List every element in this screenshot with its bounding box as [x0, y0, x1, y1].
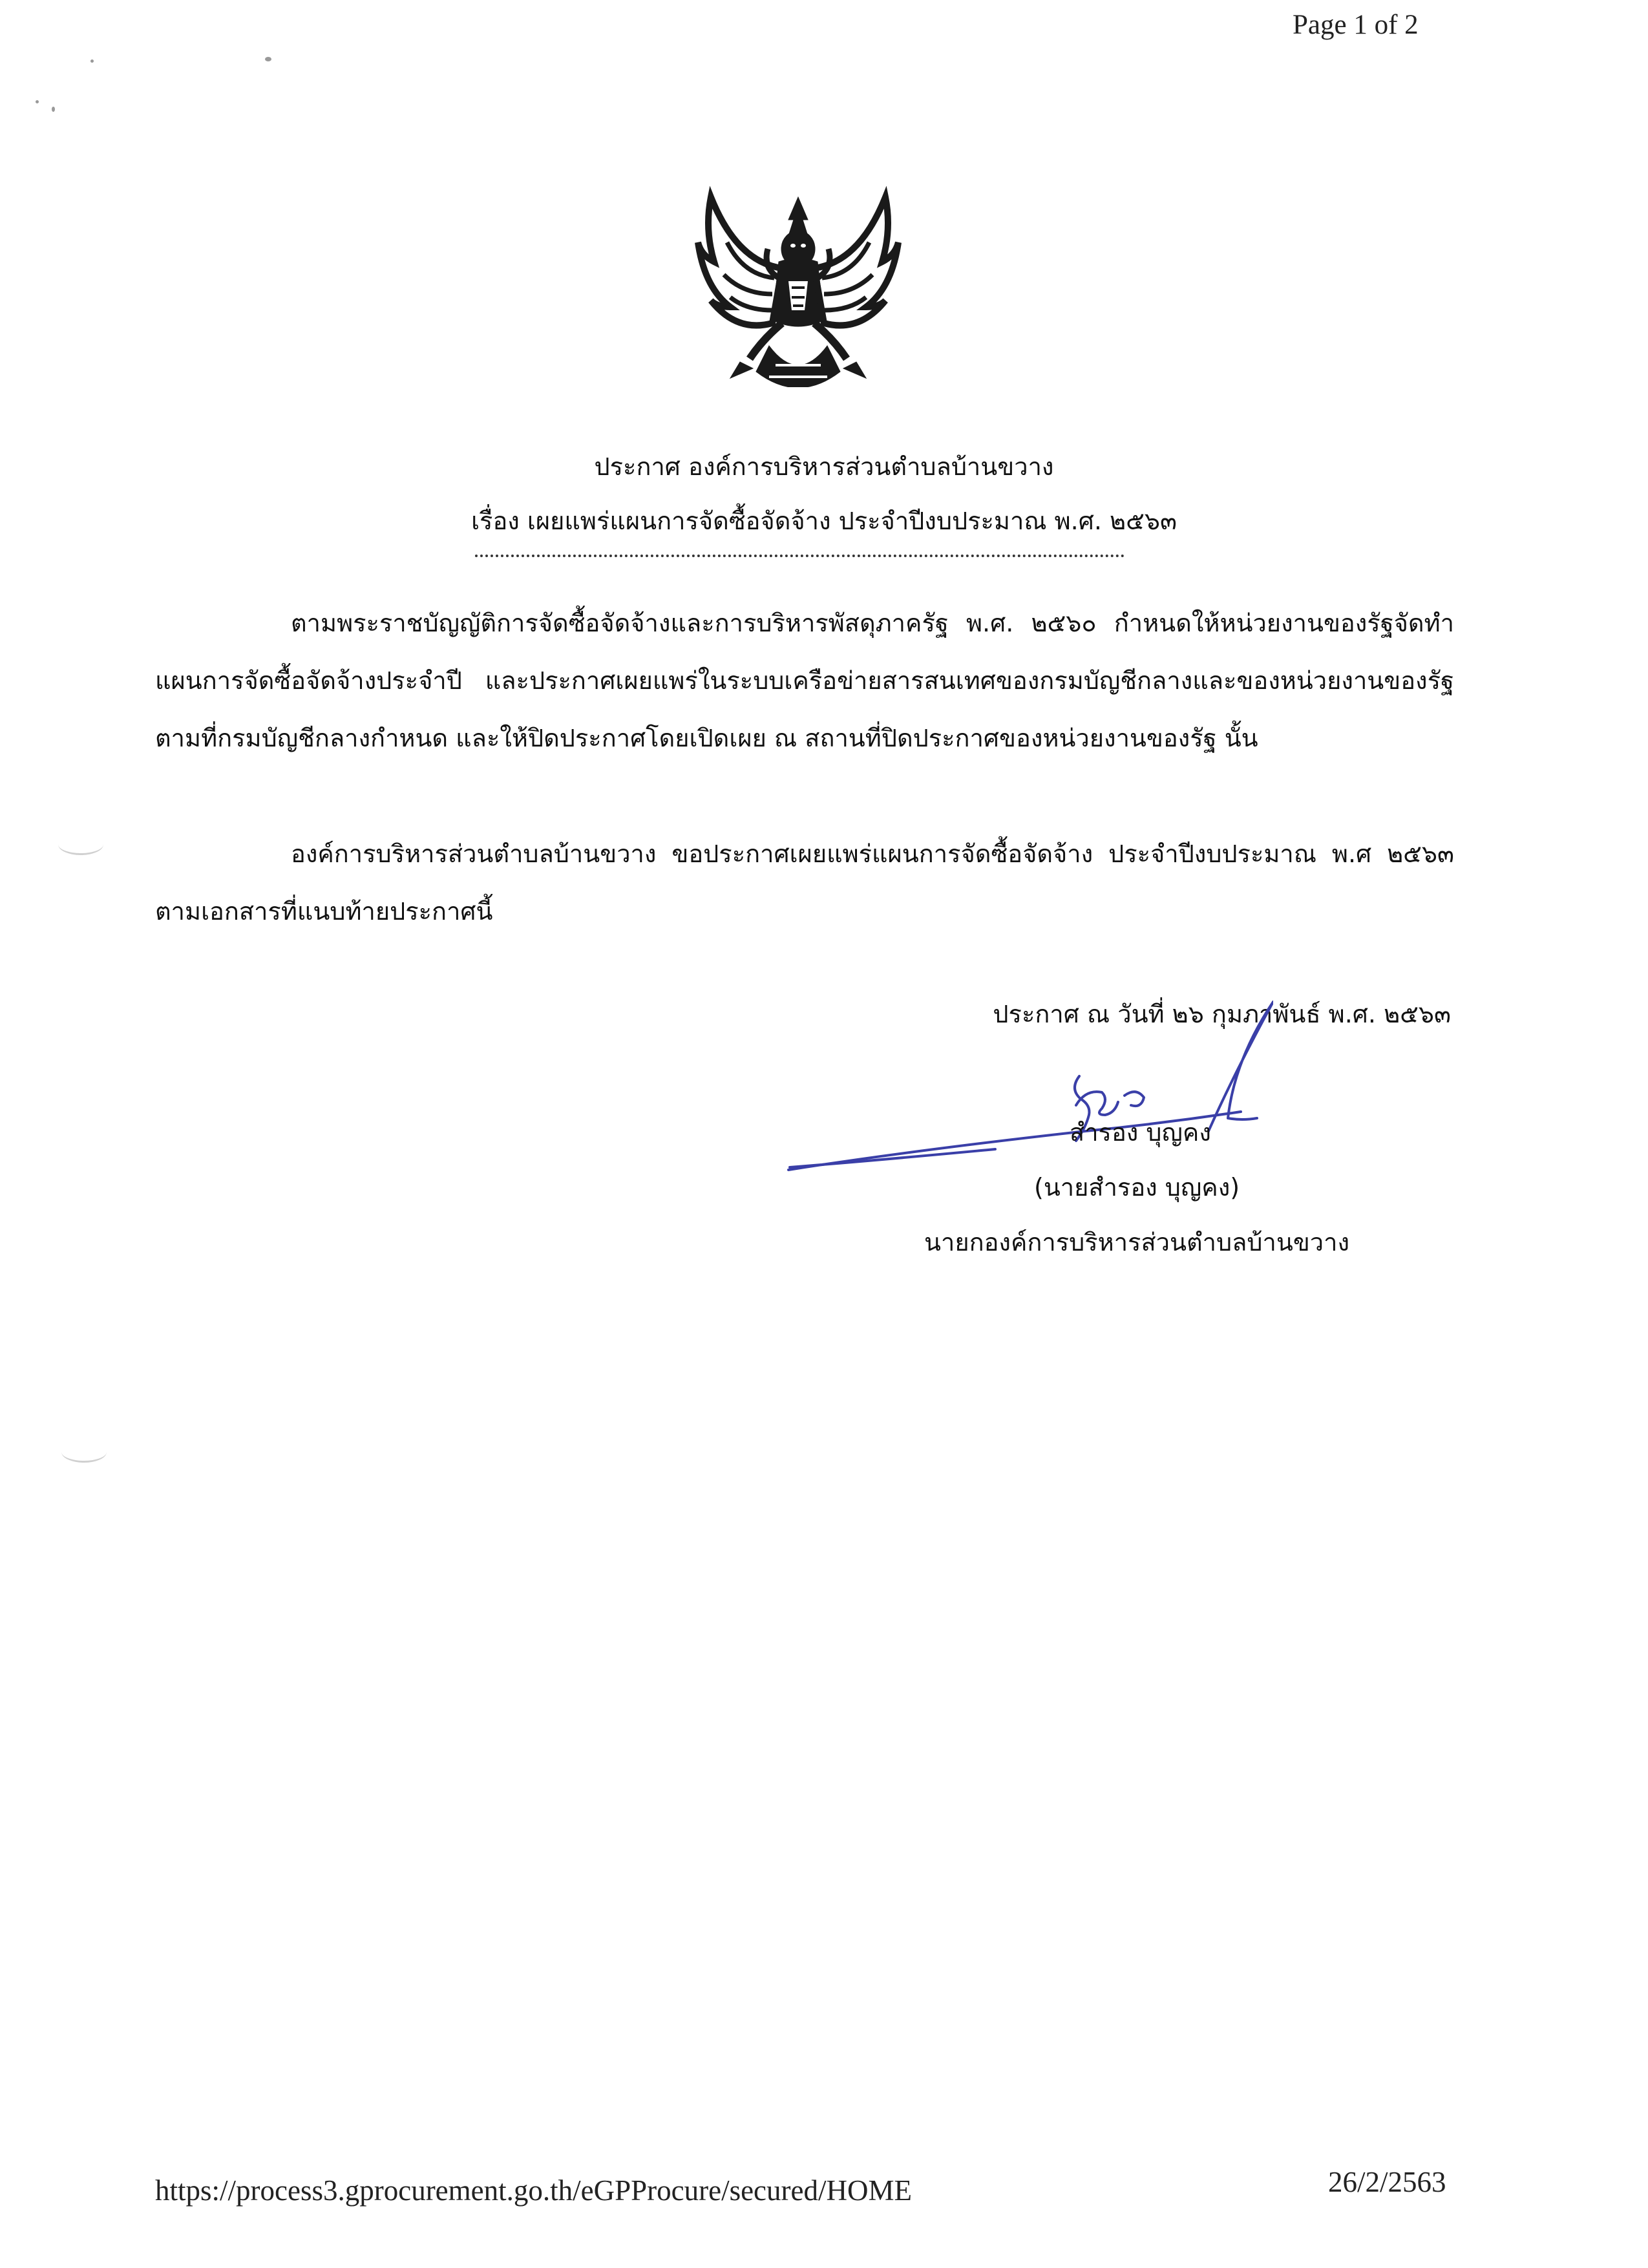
announcement-heading: ประกาศ องค์การบริหารส่วนตำบลบ้านขวาง [594, 452, 1054, 481]
signatory-full-name: (นายสำรอง บุญคง) [1034, 1173, 1240, 1202]
announcement-subject: เรื่อง เผยแพร่แผนการจัดซื้อจัดจ้าง ประจำปีงบประมาณ พ.ศ. ๒๕๖๓ [471, 507, 1177, 535]
punch-hole-mark [58, 834, 103, 855]
heading-divider [475, 555, 1125, 557]
scan-speck [265, 57, 271, 61]
announcement-date: ประกาศ ณ วันที่ ๒๖ กุมภาพันธ์ พ.ศ. ๒๕๖๓ [993, 1000, 1451, 1028]
scan-speck [90, 59, 94, 63]
body-paragraph-1: ตามพระราชบัญญัติการจัดซื้อจัดจ้างและการบริหารพัสดุภาครัฐ พ.ศ. ๒๕๖๐ กำหนดให้หน่วยงานของรัฐจัดทำแผนการจัดซื้อจัดจ้างประจำปี และประกาศเผยแพร่ในระบบเครือข่ายสารสนเทศของกรมบัญชีกลางและของหน่วยงานของรัฐตามที่กรมบัญชีกลางกำหนด และให้ปิดประกาศโดยเปิดเผย ณ สถานที่ปิดประกาศของหน่วยงานของรัฐ นั้น [155, 609, 1454, 752]
garuda-emblem [692, 171, 905, 404]
scan-speck [52, 107, 55, 112]
signatory-signed-name: สำรอง บุญคง [1070, 1118, 1211, 1147]
scan-speck [36, 100, 39, 103]
footer-url: https://process3.gprocurement.go.th/eGPProcure/secured/HOME [155, 2174, 912, 2207]
page-number: Page 1 of 2 [1293, 10, 1419, 40]
body-paragraph-2: องค์การบริหารส่วนตำบลบ้านขวาง ขอประกาศเผยแพร่แผนการจัดซื้อจัดจ้าง ประจำปีงบประมาณ พ.ศ ๒๕๖๓ ตามเอกสารที่แนบท้ายประกาศนี้ [155, 840, 1454, 926]
footer-date: 26/2/2563 [1328, 2166, 1446, 2198]
signatory-position: นายกองค์การบริหารส่วนตำบลบ้านขวาง [924, 1228, 1350, 1256]
handwritten-signature [782, 976, 1273, 1189]
punch-hole-mark [61, 1441, 107, 1463]
